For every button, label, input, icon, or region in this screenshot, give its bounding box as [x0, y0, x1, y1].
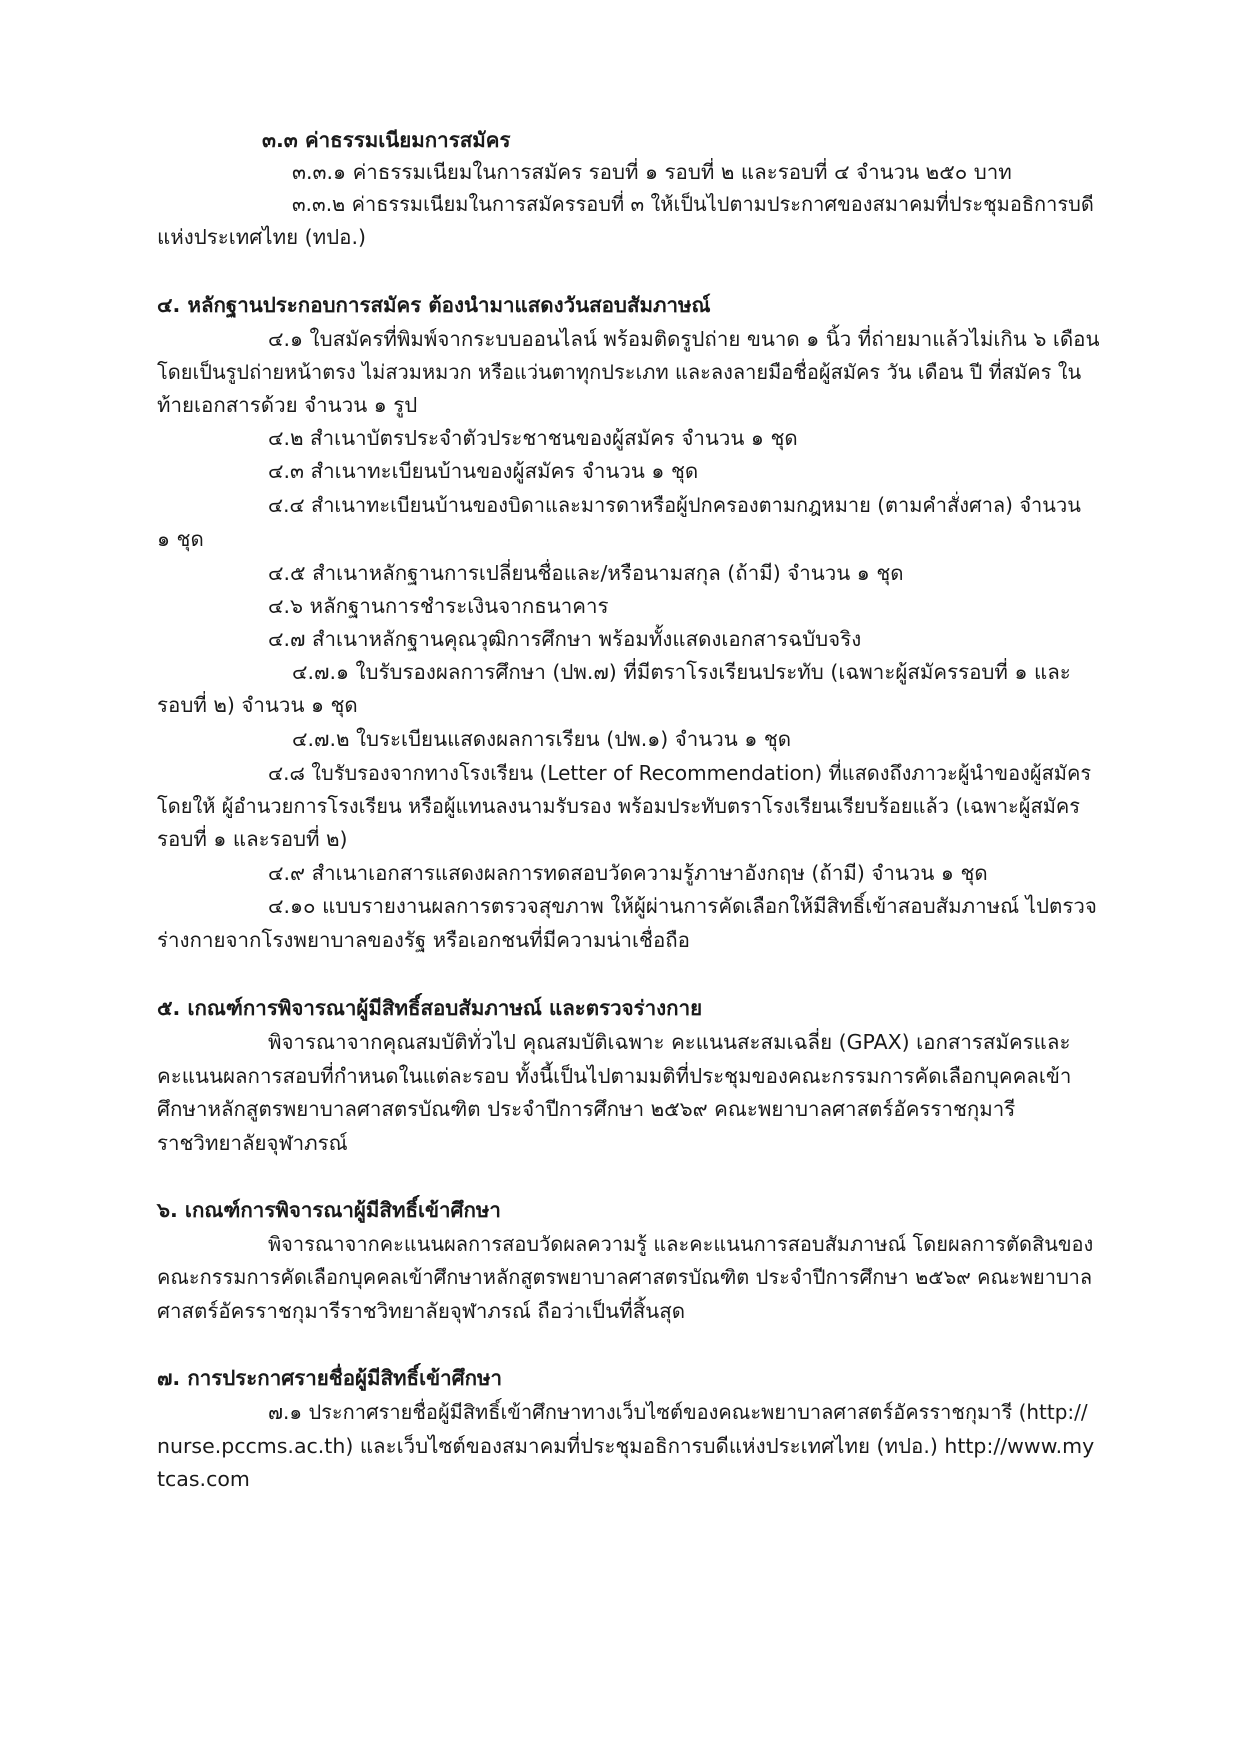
- paragraph-line: ๔.๒ สำเนาบัตรประจำตัวประชาชนของผู้สมัคร จำนวน ๑ ชุด: [268, 426, 798, 450]
- paragraph-line: รอบที่ ๑ และรอบที่ ๒): [157, 827, 348, 851]
- paragraph-line: โดยเป็นรูปถ่ายหน้าตรง ไม่สวมหมวก หรือแว่นตาทุกประเภท และลงลายมือชื่อผู้สมัคร วัน เดือน ปี ที่สมัคร ใน: [157, 360, 1082, 384]
- paragraph-line: ๔.๘ ใบรับรองจากทางโรงเรียน (Letter of Recommendation) ที่แสดงถึงภาวะผู้นำของผู้สมัคร: [268, 761, 1092, 785]
- paragraph-line: ๔.๗.๑ ใบรับรองผลการศึกษา (ปพ.๗) ที่มีตราโรงเรียนประทับ (เฉพาะผู้สมัครรอบที่ ๑ และ: [292, 660, 1071, 684]
- paragraph-line: พิจารณาจากคุณสมบัติทั่วไป คุณสมบัติเฉพาะ คะแนนสะสมเฉลี่ย (GPAX) เอกสารสมัครและ: [268, 1030, 1071, 1054]
- paragraph-line: ๔.๓ สำเนาทะเบียนบ้านของผู้สมัคร จำนวน ๑ ชุด: [268, 459, 699, 483]
- section-5-heading: ๕. เกณฑ์การพิจารณาผู้มีสิทธิ์สอบสัมภาษณ์ และตรวจร่างกาย: [157, 996, 703, 1020]
- section-3-3-heading: ๓.๓ ค่าธรรมเนียมการสมัคร: [262, 128, 511, 152]
- paragraph-line: ศึกษาหลักสูตรพยาบาลศาสตรบัณฑิต ประจำปีการศึกษา ๒๕๖๙ คณะพยาบาลศาสตร์อัครราชกุมารี: [157, 1097, 1016, 1121]
- paragraph-line: ๔.๕ สำเนาหลักฐานการเปลี่ยนชื่อและ/หรือนามสกุล (ถ้ามี) จำนวน ๑ ชุด: [268, 561, 904, 585]
- paragraph-line: tcas.com: [157, 1467, 250, 1491]
- paragraph-line: ๗.๑ ประกาศรายชื่อผู้มีสิทธิ์เข้าศึกษาทางเว็บไซต์ของคณะพยาบาลศาสตร์อัครราชกุมารี (http://: [268, 1400, 1088, 1424]
- paragraph-line: ๔.๙ สำเนาเอกสารแสดงผลการทดสอบวัดความรู้ภาษาอังกฤษ (ถ้ามี) จำนวน ๑ ชุด: [268, 861, 988, 885]
- paragraph-line: ๔.๔ สำเนาทะเบียนบ้านของบิดาและมารดาหรือผู้ปกครองตามกฎหมาย (ตามคำสั่งศาล) จำนวน: [268, 493, 1081, 517]
- paragraph-line: ๓.๓.๑ ค่าธรรมเนียมในการสมัคร รอบที่ ๑ รอบที่ ๒ และรอบที่ ๔ จำนวน ๒๕๐ บาท: [292, 160, 1012, 184]
- paragraph-line: คะแนนผลการสอบที่กำหนดในแต่ละรอบ ทั้งนี้เป็นไปตามมติที่ประชุมของคณะกรรมการคัดเลือกบุคคลเข้า: [157, 1064, 1072, 1088]
- paragraph-line: ร่างกายจากโรงพยาบาลของรัฐ หรือเอกชนที่มีความน่าเชื่อถือ: [157, 928, 690, 952]
- paragraph-line: ๔.๑๐ แบบรายงานผลการตรวจสุขภาพ ให้ผู้ผ่านการคัดเลือกให้มีสิทธิ์เข้าสอบสัมภาษณ์ ไปตรวจ: [268, 894, 1097, 918]
- paragraph-line: คณะกรรมการคัดเลือกบุคคลเข้าศึกษาหลักสูตรพยาบาลศาสตรบัณฑิต ประจำปีการศึกษา ๒๕๖๙ คณะพยาบาล: [157, 1265, 1093, 1289]
- paragraph-line: แห่งประเทศไทย (ทปอ.): [157, 225, 367, 249]
- section-7-heading: ๗. การประกาศรายชื่อผู้มีสิทธิ์เข้าศึกษา: [157, 1366, 503, 1390]
- paragraph-line: ๔.๗ สำเนาหลักฐานคุณวุฒิการศึกษา พร้อมทั้งแสดงเอกสารฉบับจริง: [268, 627, 862, 651]
- paragraph-line: โดยให้ ผู้อำนวยการโรงเรียน หรือผู้แทนลงนามรับรอง พร้อมประทับตราโรงเรียนเรียบร้อยแล้ว (เฉพาะผู้สมัคร: [157, 794, 1081, 818]
- section-4-heading: ๔. หลักฐานประกอบการสมัคร ต้องนำมาแสดงวันสอบสัมภาษณ์: [157, 293, 711, 317]
- section-6-heading: ๖. เกณฑ์การพิจารณาผู้มีสิทธิ์เข้าศึกษา: [157, 1198, 501, 1222]
- paragraph-line: ๔.๖ หลักฐานการชำระเงินจากธนาคาร: [268, 594, 609, 618]
- paragraph-line: ๔.๗.๒ ใบระเบียนแสดงผลการเรียน (ปพ.๑) จำนวน ๑ ชุด: [292, 727, 792, 751]
- paragraph-line: พิจารณาจากคะแนนผลการสอบวัดผลความรู้ และคะแนนการสอบสัมภาษณ์ โดยผลการตัดสินของ: [268, 1232, 1094, 1256]
- paragraph-line: ราชวิทยาลัยจุฬาภรณ์: [157, 1131, 348, 1155]
- paragraph-line: ๔.๑ ใบสมัครที่พิมพ์จากระบบออนไลน์ พร้อมติดรูปถ่าย ขนาด ๑ นิ้ว ที่ถ่ายมาแล้วไม่เกิน ๖ เดือน: [268, 327, 1100, 351]
- paragraph-line: nurse.pccms.ac.th) และเว็บไซต์ของสมาคมที่ประชุมอธิการบดีแห่งประเทศไทย (ทปอ.) http://www.my: [157, 1434, 1095, 1458]
- paragraph-line: รอบที่ ๒) จำนวน ๑ ชุด: [157, 693, 358, 717]
- paragraph-line: ศาสตร์อัครราชกุมารีราชวิทยาลัยจุฬาภรณ์ ถือว่าเป็นที่สิ้นสุด: [157, 1299, 686, 1323]
- paragraph-line: ๓.๓.๒ ค่าธรรมเนียมในการสมัครรอบที่ ๓ ให้เป็นไปตามประกาศของสมาคมที่ประชุมอธิการบดี: [292, 192, 1094, 216]
- paragraph-line: ท้ายเอกสารด้วย จำนวน ๑ รูป: [157, 393, 418, 417]
- paragraph-line: ๑ ชุด: [157, 527, 204, 551]
